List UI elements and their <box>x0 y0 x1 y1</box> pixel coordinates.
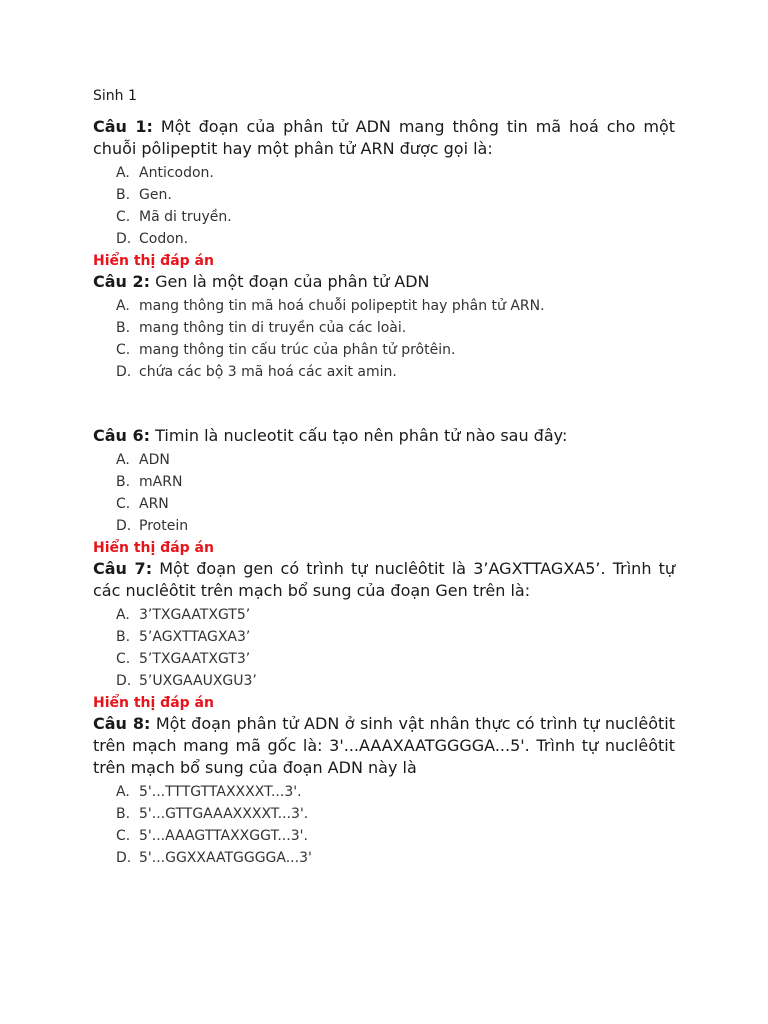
question-number: Câu 6: <box>93 426 151 445</box>
question-6-text <box>93 425 675 447</box>
document-title: Sinh 1 <box>93 88 137 104</box>
show-answer-link[interactable]: Hiển thị đáp án <box>93 695 214 711</box>
options-list <box>93 295 675 383</box>
document-page <box>93 86 675 869</box>
question-1-text <box>93 116 675 160</box>
option-d[interactable]: D. Codon. <box>116 231 189 247</box>
question-7 <box>93 558 675 713</box>
option-a[interactable]: A. Anticodon. <box>116 165 214 181</box>
option-d[interactable]: D. chứa các bộ 3 mã hoá các axit amin. <box>116 364 397 380</box>
question-1 <box>93 116 675 271</box>
question-number: Câu 8: <box>93 714 151 733</box>
question-stem: Gen là một đoạn của phân tử ADN <box>150 272 430 291</box>
question-6 <box>93 425 675 558</box>
option-a[interactable]: A. 5'...TTTGTTAXXXXT...3'. <box>116 784 302 800</box>
question-number: Câu 2: <box>93 272 151 291</box>
question-stem: Timin là nucleotit cấu tạo nên phân tử nào sau đây: <box>150 426 568 445</box>
question-2 <box>93 271 675 383</box>
option-b[interactable]: B. mARN <box>116 474 183 490</box>
option-c[interactable]: C. 5’TXGAATXGT3’ <box>116 651 251 667</box>
options-list <box>93 449 675 537</box>
question-8 <box>93 713 675 869</box>
show-answer-link[interactable]: Hiển thị đáp án <box>93 540 214 556</box>
option-c[interactable]: C. mang thông tin cấu trúc của phân tử prôtêin. <box>116 342 456 358</box>
show-answer-link[interactable]: Hiển thị đáp án <box>93 253 214 269</box>
options-list <box>93 162 675 250</box>
question-number: Câu 7: <box>93 559 153 578</box>
option-d[interactable]: D. Protein <box>116 518 189 534</box>
option-c[interactable]: C. Mã di truyền. <box>116 209 232 225</box>
option-c[interactable]: C. ARN <box>116 496 169 512</box>
spacer <box>93 383 675 425</box>
question-stem: Một đoạn gen có trình tự nuclêôtit là 3’AGXTTAGXA5’. Trình tự các nuclêôtit trên mạch bổ sung của đoạn Gen trên là: <box>93 559 676 600</box>
option-b[interactable]: B. 5'...GTTGAAAXXXXT...3'. <box>116 806 309 822</box>
options-list <box>93 604 675 692</box>
option-c[interactable]: C. 5'...AAAGTTAXXGGT...3'. <box>116 828 308 844</box>
options-list <box>93 781 675 869</box>
question-stem: Một đoạn của phân tử ADN mang thông tin mã hoá cho một chuỗi pôlipeptit hay một phân tử ARN được gọi là: <box>93 117 676 158</box>
option-b[interactable]: B. Gen. <box>116 187 172 203</box>
option-b[interactable]: B. mang thông tin di truyền của các loài. <box>116 320 407 336</box>
option-a[interactable]: A. mang thông tin mã hoá chuỗi polipeptit hay phân tử ARN. <box>116 298 545 314</box>
option-b[interactable]: B. 5’AGXTTAGXA3’ <box>116 629 251 645</box>
question-number: Câu 1: <box>93 117 153 136</box>
question-stem: Một đoạn phân tử ADN ở sinh vật nhân thực có trình tự nuclêôtit trên mạch mang mã gốc là: 3'...AAAXAATGGGGA...5'. Trình tự nuclêôtit trên mạch bổ sung của đoạn ADN này là <box>93 714 676 777</box>
option-d[interactable]: D. 5'...GGXXAATGGGGA...3' <box>116 850 312 866</box>
question-2-text <box>93 271 675 293</box>
option-d[interactable]: D. 5’UXGAAUXGU3’ <box>116 673 257 689</box>
option-a[interactable]: A. 3’TXGAATXGT5’ <box>116 607 251 623</box>
option-a[interactable]: A. ADN <box>116 452 170 468</box>
question-8-text <box>93 713 675 779</box>
question-7-text <box>93 558 675 602</box>
